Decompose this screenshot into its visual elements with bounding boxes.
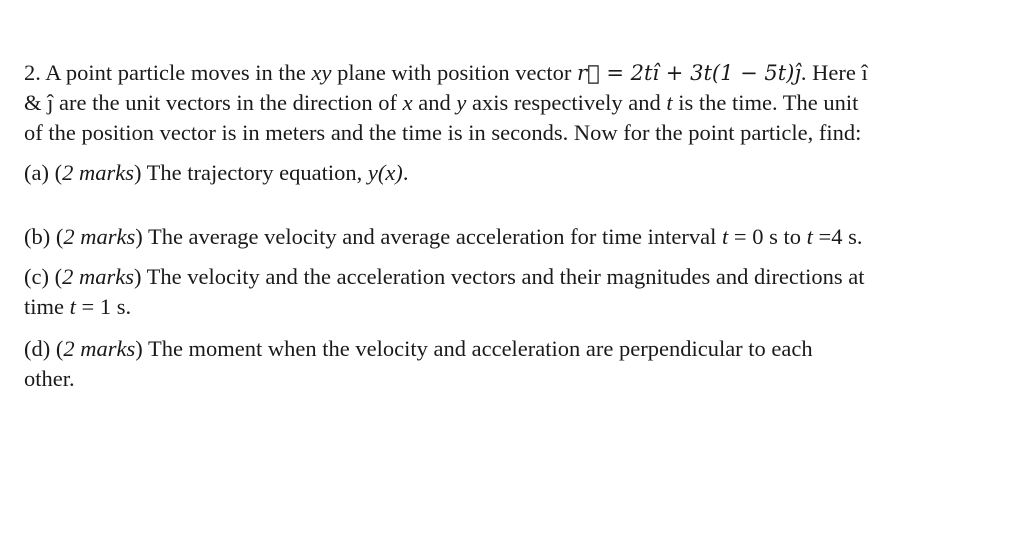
question-text: plane with position vector [331,60,578,85]
variable-x: x [402,90,413,115]
question-text: is the time. The unit [672,90,859,115]
question-text: and [412,90,457,115]
part-a [24,158,1014,188]
part-text: =4 s. [812,224,863,249]
part-text: ) The average velocity and average acceleration for time interval [135,224,723,249]
question-line-3: of the position vector is in meters and the time is in seconds. Now for the point particle, find: [24,120,862,145]
marks-label: 2 marks [63,336,136,361]
variable-t: t [806,224,813,249]
part-text: = 1 s. [75,294,132,319]
part-text: ) The trajectory equation, [133,160,368,185]
part-label: (c) ( [24,264,63,289]
part-text: ) The moment when the velocity and acceleration are perpendicular to each [135,336,813,361]
question-text: & ĵ are the unit vectors in the direction of [24,90,403,115]
part-text: ) The velocity and the acceleration vectors and their magnitudes and directions at [133,264,865,289]
part-c [24,262,1014,322]
question-line-1 [24,58,1014,88]
part-text: . [402,160,409,185]
problem-document [24,58,1014,394]
question-line-2 [24,88,1014,118]
marks-label: 2 marks [63,224,136,249]
part-label: (d) ( [24,336,64,361]
part-text: time [24,294,70,319]
function-yx: y(x) [367,160,403,185]
variable-t: t [69,294,76,319]
position-vector-equation: r⃗ = 2tî + 3t(1 − 5t)ĵ [577,61,801,85]
question-stem [24,58,1014,148]
question-text: . Here î [800,60,868,85]
marks-label: 2 marks [62,160,134,185]
part-label: (a) ( [24,160,63,185]
part-text: = 0 s to [728,224,807,249]
question-text: axis respectively and [466,90,667,115]
question-text: 2. A point particle moves in the [24,60,312,85]
part-text: other. [24,366,75,391]
marks-label: 2 marks [62,264,134,289]
variable-xy: xy [311,60,332,85]
variable-t: t [666,90,673,115]
part-b [24,222,1014,252]
variable-t: t [722,224,729,249]
variable-y: y [456,90,467,115]
part-label: (b) ( [24,224,64,249]
part-d [24,334,1014,394]
